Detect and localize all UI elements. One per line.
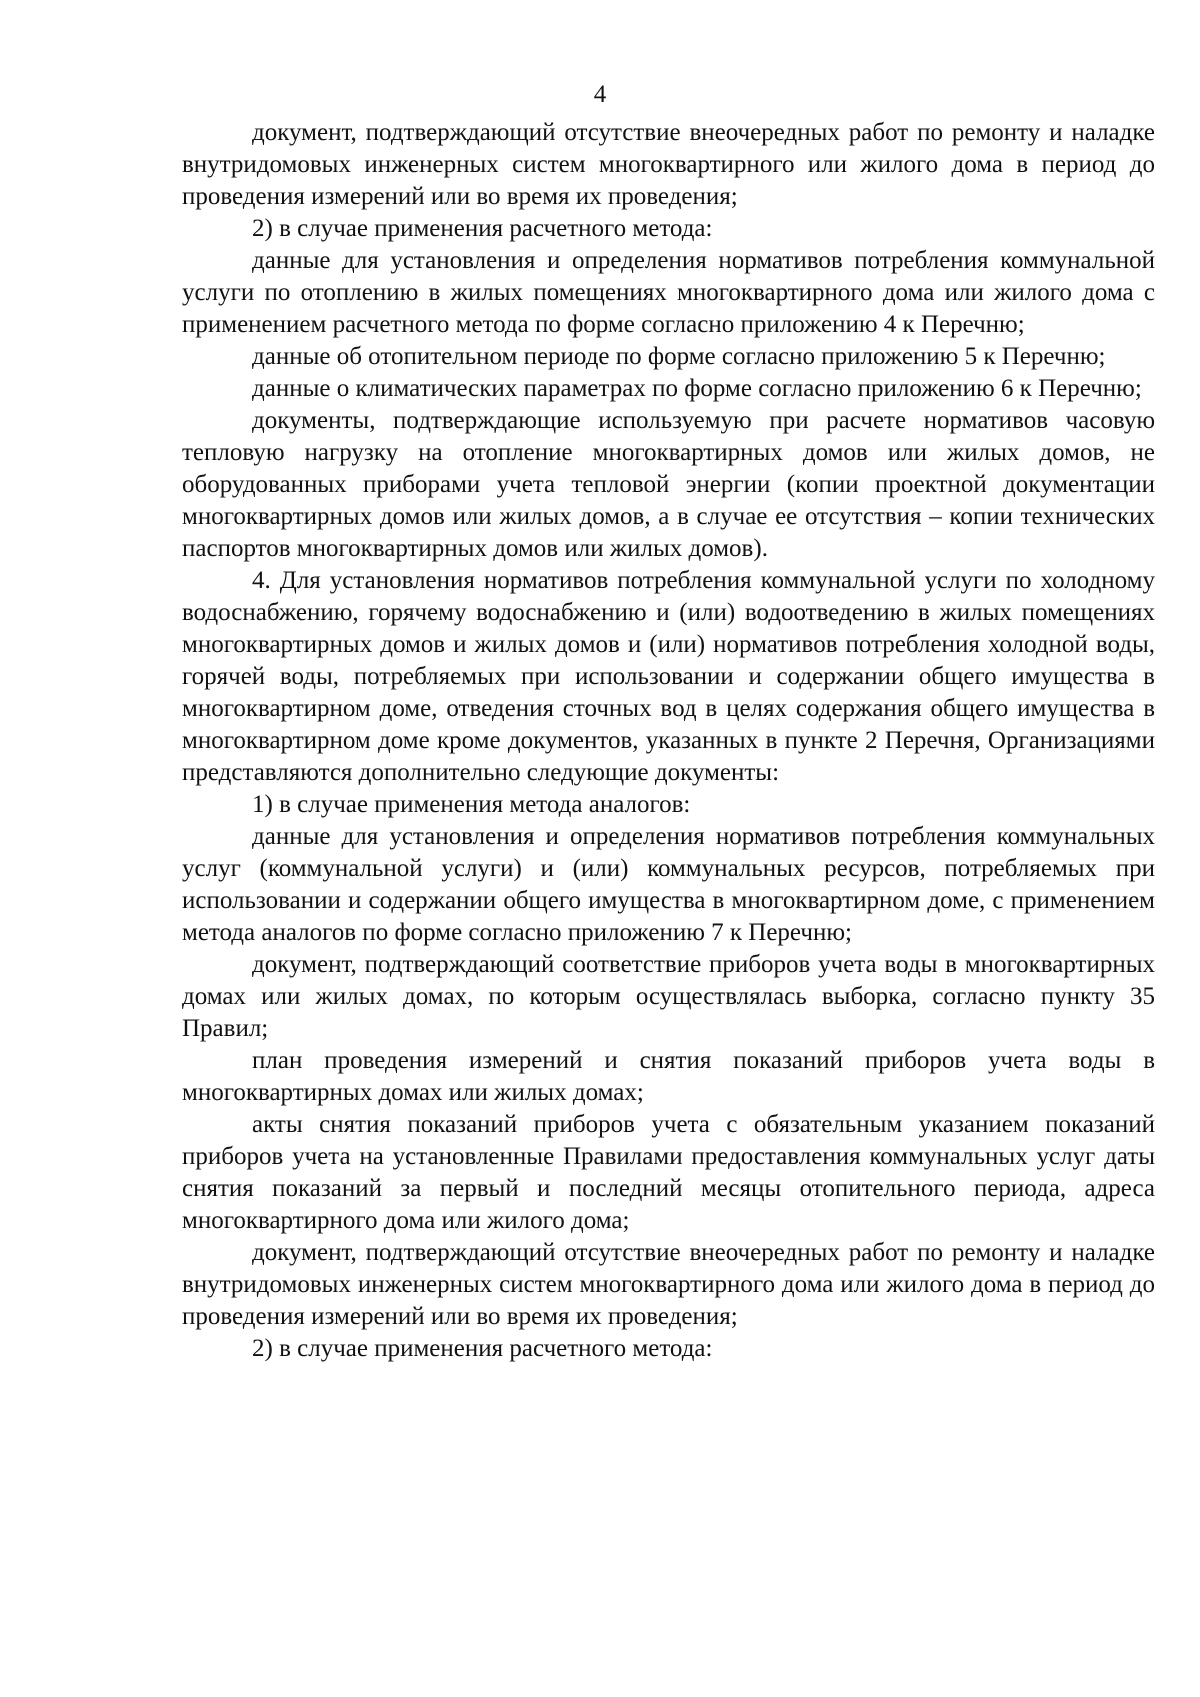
paragraph-climate-data: данные о климатических параметрах по форме согласно приложению 6 к Перечню; [252,375,1142,402]
paragraph-heat-load-documents: документы, подтверждающие используемую при расчете нормативов часовую тепловую нагрузку на отопление многоквартирных домов или жилых домов, не оборудованных приборами учета тепловой энергии (копии проектной документации многоквартирных домов или жилых домов, а в случае ее отсутствия – копии технических паспортов многоквартирных домов или жилых домов). [182,407,1155,562]
paragraph-doc-no-extra-works-water: документ, подтверждающий отсутствие внеочередных работ по ремонту и наладке внутридомовых инженерных систем многоквартирного дома или жилого дома в период до проведения измерений или во время их проведения; [182,1239,1155,1330]
paragraph-water-meter-compliance: документ, подтверждающий соответствие приборов учета воды в многоквартирных домах или жилых домах, по которым осуществлялась выборка, согласно пункту 35 Правил; [182,951,1155,1042]
paragraph-heating-calc-data: данные для установления и определения нормативов потребления коммунальной услуги по отоплению в жилых помещениях многоквартирного дома или жилого дома с применением расчетного метода по форме согласно приложению 4 к Перечню; [182,247,1155,338]
paragraph-calc-method-heading-2: 2) в случае применения расчетного метода: [252,1335,713,1362]
paragraph-heating-period-data: данные об отопительном периоде по форме согласно приложению 5 к Перечню; [252,343,1106,370]
paragraph-doc-no-extra-works-heating: документ, подтверждающий отсутствие внеочередных работ по ремонту и наладке внутридомовых инженерных систем многоквартирного или жилого дома в период до проведения измерений или во время их проведения; [182,119,1155,210]
paragraph-meter-reading-acts: акты снятия показаний приборов учета с обязательным указанием показаний приборов учета на установленные Правилами предоставления коммунальных услуг даты снятия показаний за первый и последний месяцы отопительного периода, адреса многоквартирного дома или жилого дома; [182,1111,1155,1234]
document-body [182,117,1155,1365]
paragraph-analog-method-heading: 1) в случае применения метода аналогов: [252,791,691,818]
paragraph-analog-method-data: данные для установления и определения нормативов потребления коммунальных услуг (коммунальной услуги) и (или) коммунальных ресурсов, потребляемых при использовании и содержании общего имущества в многоквартирном доме, с применением метода аналогов по форме согласно приложению 7 к Перечню; [182,823,1155,946]
paragraph-calc-method-heading-1: 2) в случае применения расчетного метода: [252,215,713,242]
page-number: 4 [593,81,607,108]
paragraph-measurement-plan: план проведения измерений и снятия показаний приборов учета воды в многоквартирных домах или жилых домах; [182,1047,1155,1106]
paragraph-section-4-water-norms: 4. Для установления нормативов потребления коммунальной услуги по холодному водоснабжению, горячему водоснабжению и (или) водоотведению в жилых помещениях многоквартирных домов и жилых домов и (или) нормативов потребления холодной воды, горячей воды, потребляемых при использовании и содержании общего имущества в многоквартирном доме, отведения сточных вод в целях содержания общего имущества в многоквартирном доме кроме документов, указанных в пункте 2 Перечня, Организациями представляются дополнительно следующие документы: [182,567,1155,786]
